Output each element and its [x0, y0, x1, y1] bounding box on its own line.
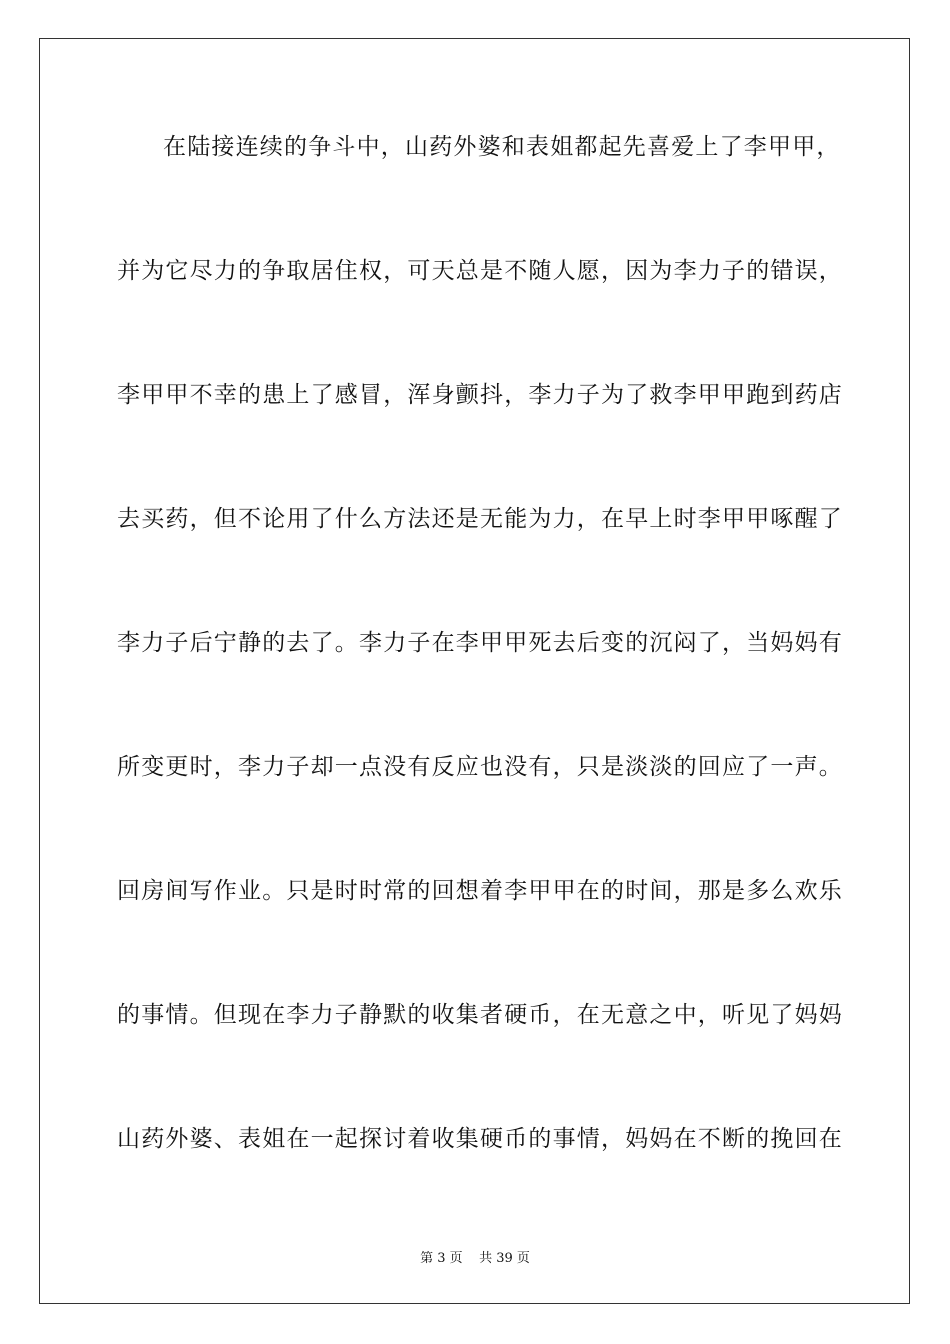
paragraph-line: 的事情。但现在李力子静默的收集者硬币，在无意之中，听见了妈妈 — [117, 1002, 843, 1028]
document-body — [117, 122, 843, 1238]
paragraph-line: 山药外婆、表姐在一起探讨着收集硬币的事情，妈妈在不断的挽回在 — [117, 1126, 843, 1152]
paragraph-line: 回房间写作业。只是时时常的回想着李甲甲在的时间，那是多么欢乐 — [117, 878, 843, 904]
paragraph-line: 李力子后宁静的去了。李力子在李甲甲死去后变的沉闷了，当妈妈有 — [117, 630, 843, 656]
paragraph-line: 去买药，但不论用了什么方法还是无能为力，在早上时李甲甲啄醒了 — [117, 506, 843, 532]
paragraph-line: 在陆接连续的争斗中，山药外婆和表姐都起先喜爱上了李甲甲， — [163, 134, 841, 160]
paragraph-line: 所变更时，李力子却一点没有反应也没有，只是淡淡的回应了一声。 — [117, 754, 843, 780]
paragraph-line: 并为它尽力的争取居住权，可天总是不随人愿，因为李力子的错误， — [117, 258, 843, 284]
page-number: 第 3 页 共 39 页 — [420, 1251, 530, 1266]
paragraph-line: 李甲甲不幸的患上了感冒，浑身颤抖，李力子为了救李甲甲跑到药店 — [117, 382, 843, 408]
